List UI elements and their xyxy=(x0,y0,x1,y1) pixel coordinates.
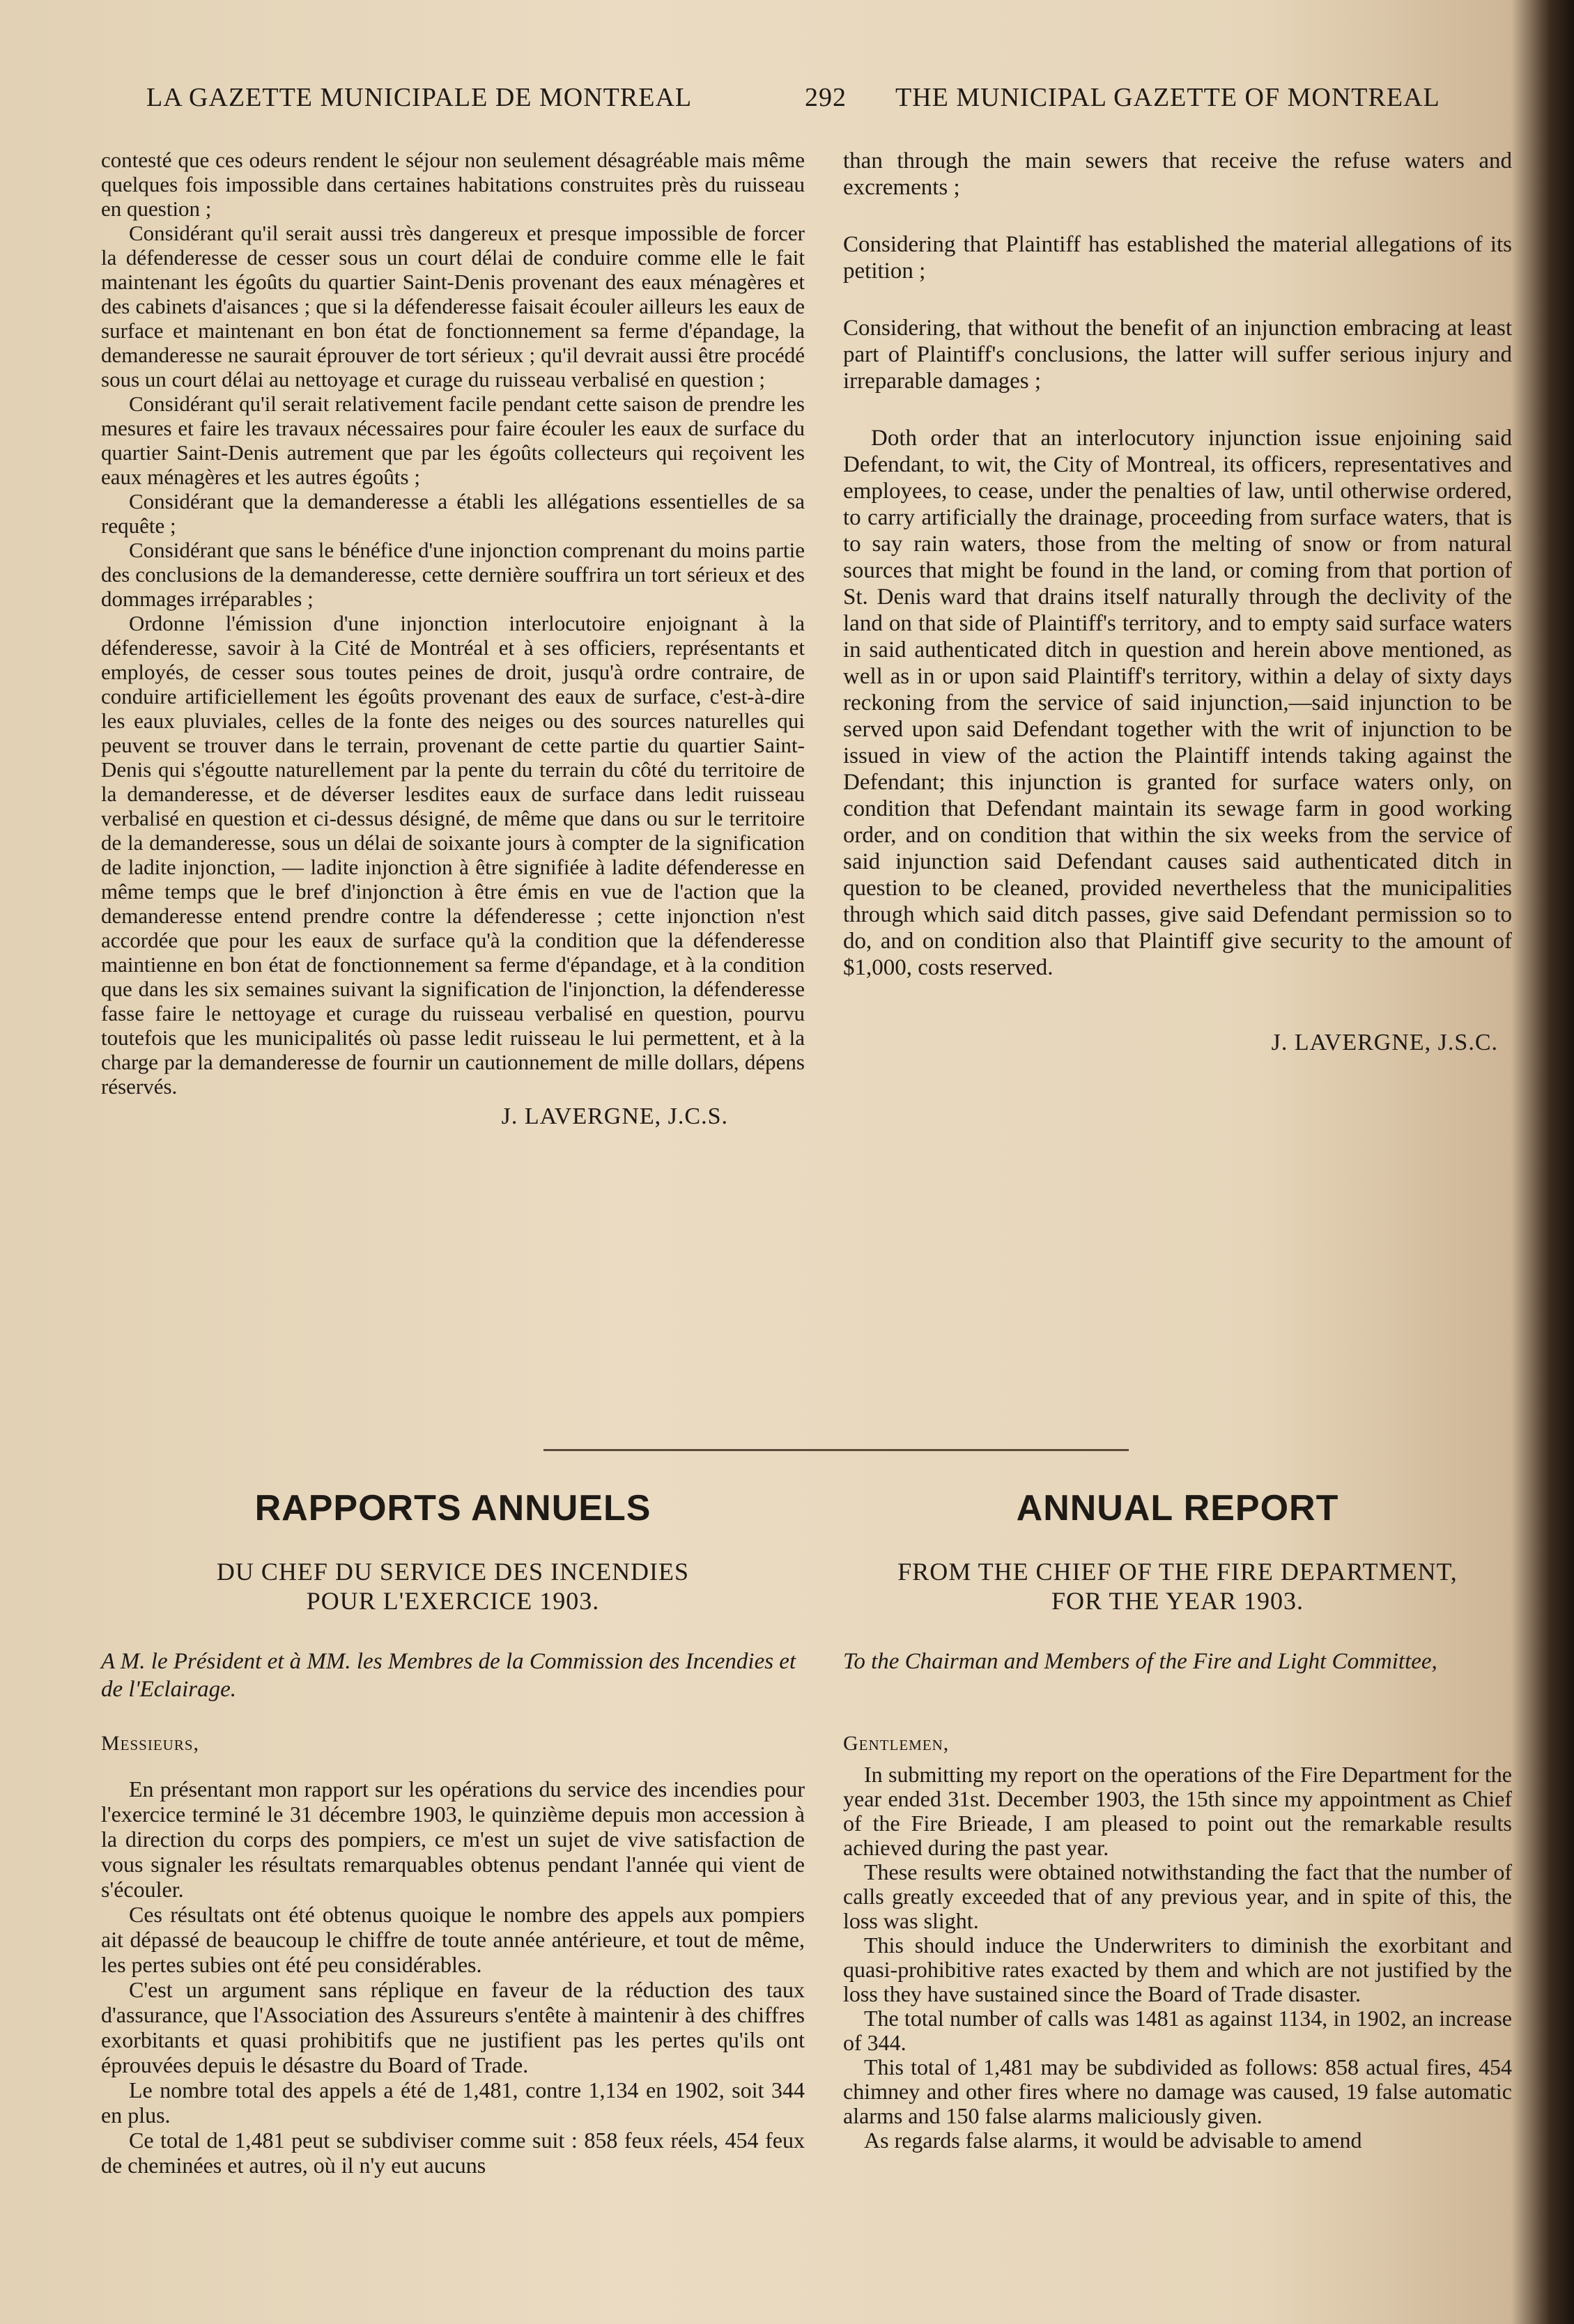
paragraph: Considérant qu'il serait relativement facile pendant cette saison de prendre les mesures et faire les travaux nécessaires pour faire écouler les eaux de surface du quartier Saint-Denis autrement que par les égoûts collecteurs qui reçoivent les eaux ménagères et les autres égoûts ; xyxy=(101,392,805,489)
paragraph: Considérant qu'il serait aussi très dangereux et presque impossible de forcer la défenderesse de cesser sous un court délai de conduire comme elle le fait maintenant les égoûts du quartier Saint-Denis provenant des eaux ménagères et des cabinets d'aisances ; que si la défenderesse faisait écouler ailleurs les eaux de surface et maintenant en bon état de fonctionnement sa ferme d'épandage, la demanderesse ne saurait éprouver de tort sérieux ; qu'il devrait aussi être procédé sous un court délai au nettoyage et curage du ruisseau verbalisé en question ; xyxy=(101,221,805,392)
english-report-body xyxy=(843,1763,1512,2153)
running-head xyxy=(146,82,1491,124)
french-report-title: RAPPORTS ANNUELS xyxy=(254,1488,651,1528)
paragraph: Considering that Plaintiff has established the material allegations of its petition ; xyxy=(843,232,1512,284)
french-judgment xyxy=(101,148,805,1129)
paragraph: En présentant mon rapport sur les opérations du service des incendies pour l'exercice terminé le 31 décembre 1903, le quinzième depuis mon accession à la direction du corps des pompiers, ce m'est un sujet de vive satisfaction de vous signaler les résultats remarquables obtenus pendant l'année qui vient de s'écouler. xyxy=(101,1776,805,1902)
header-french-title: LA GAZETTE MUNICIPALE DE MONTREAL xyxy=(146,83,693,112)
paragraph: C'est un argument sans réplique en faveur de la réduction des taux d'assurance, que l'Association des Assureurs s'entête à maintenir à des chiffres exorbitants et quasi prohibitifs que ne justifient pas les pertes qu'ils ont éprouvées depuis le désastre du Board of Trade. xyxy=(101,1977,805,2077)
english-report-address: To the Chairman and Members of the Fire and Light Committee, xyxy=(843,1649,1437,1674)
english-report-subtitle xyxy=(843,1557,1512,1616)
paragraph: This total of 1,481 may be subdivided as follows: 858 actual fires, 454 chimney and other fires where no damage was caused, 19 false automatic alarms and 150 false alarms maliciously given. xyxy=(843,2054,1512,2128)
paragraph: than through the main sewers that receive the refuse waters and excrements ; xyxy=(843,148,1512,200)
french-salutation: Messieurs, xyxy=(101,1732,200,1755)
paragraph: This should induce the Underwriters to diminish the exorbitant and quasi-prohibitive rates exacted by them and which are not justified by the loss they have sustained since the Board of Trade disaster. xyxy=(843,1932,1512,2006)
paragraph: These results were obtained notwithstanding the fact that the number of calls greatly exceeded that of any previous year, and in spite of this, the loss was slight. xyxy=(843,1859,1512,1933)
paragraph: Ce total de 1,481 peut se subdiviser comme suit : 858 feux réels, 454 feux de cheminées et autres, où il n'y eut aucuns xyxy=(101,2128,805,2178)
paragraph: Considering, that without the benefit of an injunction embracing at least part of Plaintiff's conclusions, the latter will suffer serious injury and irreparable damages ; xyxy=(843,316,1512,394)
paragraph: Ordonne l'émission d'une injonction interlocutoire enjoignant à la défenderesse, savoir à la Cité de Montréal et à ses officiers, représentants et employés, de cesser sous toutes peines de droit, jusqu'à ordre contraire, de conduire artificiellement les égoûts provenant des eaux de surface, c'est-à-dire les eaux pluviales, celles de la fonte des neiges ou des sources naturelles qui peuvent se trouver dans le terrain, provenant de cette partie du quartier Saint-Denis qui s'égoutte naturellement par la pente du terrain du côté du territoire de la demanderesse, et de déverser lesdites eaux de surface dans ledit ruisseau verbalisé en question et ci-dessus désigné, de même que dans ou sur le territoire de la demanderesse, sous un délai de soixante jours à compter de la signification de ladite injonction, — ladite injonction à être signifiée à ladite défenderesse en même temps que le bref d'injonction à être émis en vue de l'action que la demanderesse entend prendre contre la défenderesse ; cette injonction n'est accordée que pour les eaux de surface qu'à la condition que la défenderesse maintienne en bon état de fonctionnement sa ferme d'épandage, et à la condition que dans les six semaines suivant la signification de l'injonction, la défenderesse fasse faire le nettoyage et curage du ruisseau verbalisé en question, pourvu toutefois que les municipalités où passe ledit ruisseau le lui permettent, et à la charge par la demanderesse de fournir un cautionnement de mille dollars, dépens réservés. xyxy=(101,611,805,1099)
paragraph: The total number of calls was 1481 as against 1134, in 1902, an increase of 344. xyxy=(843,2006,1512,2055)
paragraph: Ces résultats ont été obtenus quoique le nombre des appels aux pompiers ait dépassé de beaucoup le chiffre de toute année antérieure, et tout de même, les pertes subies ont été peu considérables. xyxy=(101,1902,805,1977)
english-salutation: Gentlemen, xyxy=(843,1732,950,1755)
paragraph: contesté que ces odeurs rendent le séjour non seulement désagréable mais même quelques fois impossible dans certaines habitations construites près du ruisseau en question ; xyxy=(101,148,805,221)
subtitle-line: FROM THE CHIEF OF THE FIRE DEPARTMENT, xyxy=(897,1558,1458,1586)
page-number: 292 xyxy=(805,83,847,112)
subtitle-line: FOR THE YEAR 1903. xyxy=(1051,1587,1304,1615)
french-report-subtitle xyxy=(101,1557,805,1616)
header-english-title: THE MUNICIPAL GAZETTE OF MONTREAL xyxy=(895,83,1440,112)
paragraph: Le nombre total des appels a été de 1,481, contre 1,134 en 1902, soit 344 en plus. xyxy=(101,2077,805,2128)
french-report-body xyxy=(101,1776,805,2178)
french-report-address: A M. le Président et à MM. les Membres de la Commission des Incendies et de l'Eclairage. xyxy=(101,1649,796,1702)
paragraph: Doth order that an interlocutory injunction issue enjoining said Defendant, to wit, the City of Montreal, its officers, representatives and employees, to cease, under the penalties of law, until otherwise ordered, to carry artificially the drainage, proceeding from surface waters, that is to say rain waters, those from the melting of snow or from natural sources that might be found in the land, or coming from that portion of St. Denis ward that drains itself naturally through the declivity of the land on that side of Plaintiff's territory, and to empty said surface waters in said authenticated ditch in question and herein above mentioned, as well as in or upon said Plaintiff's territory, within a delay of sixty days reckoning from the service of said injunction,—said injunction to be served upon said Defendant together with the writ of injunction to be issued in view of the action the Plaintiff intends taking against the Defendant; this injunction is granted for surface waters only, on condition that Defendant maintain its sewage farm in good working order, and on condition that within the six weeks from the service of said injunction said Defendant causes said authenticated ditch in question to be cleaned, provided nevertheless that the municipalities through which said ditch passes, give said Defendant permission so to do, and on condition also that Plaintiff give security to the amount of $1,000, costs reserved. xyxy=(843,426,1512,980)
paragraph: Considérant que sans le bénéfice d'une injonction comprenant du moins partie des conclusions de la demanderesse, cette dernière souffrira un tort sérieux et des dommages irréparables ; xyxy=(101,538,805,611)
section-divider xyxy=(543,1449,1129,1451)
paragraph: As regards false alarms, it would be advisable to amend xyxy=(864,2128,1362,2153)
judge-signature: J. LAVERGNE, J.C.S. xyxy=(501,1103,728,1129)
english-judgment xyxy=(843,148,1512,1056)
subtitle-line: POUR L'EXERCICE 1903. xyxy=(306,1587,600,1615)
judge-signature: J. LAVERGNE, J.S.C. xyxy=(1271,1030,1498,1055)
english-report-title: ANNUAL REPORT xyxy=(1016,1488,1339,1528)
subtitle-line: DU CHEF DU SERVICE DES INCENDIES xyxy=(216,1558,690,1586)
paragraph: Considérant que la demanderesse a établi les allégations essentielles de sa requête ; xyxy=(101,489,805,538)
paragraph: In submitting my report on the operations of the Fire Department for the year ended 31st. December 1903, the 15th since my appointment as Chief of the Fire Brieade, I am pleased to point out the remarkable results achieved during the past year. xyxy=(843,1762,1512,1860)
